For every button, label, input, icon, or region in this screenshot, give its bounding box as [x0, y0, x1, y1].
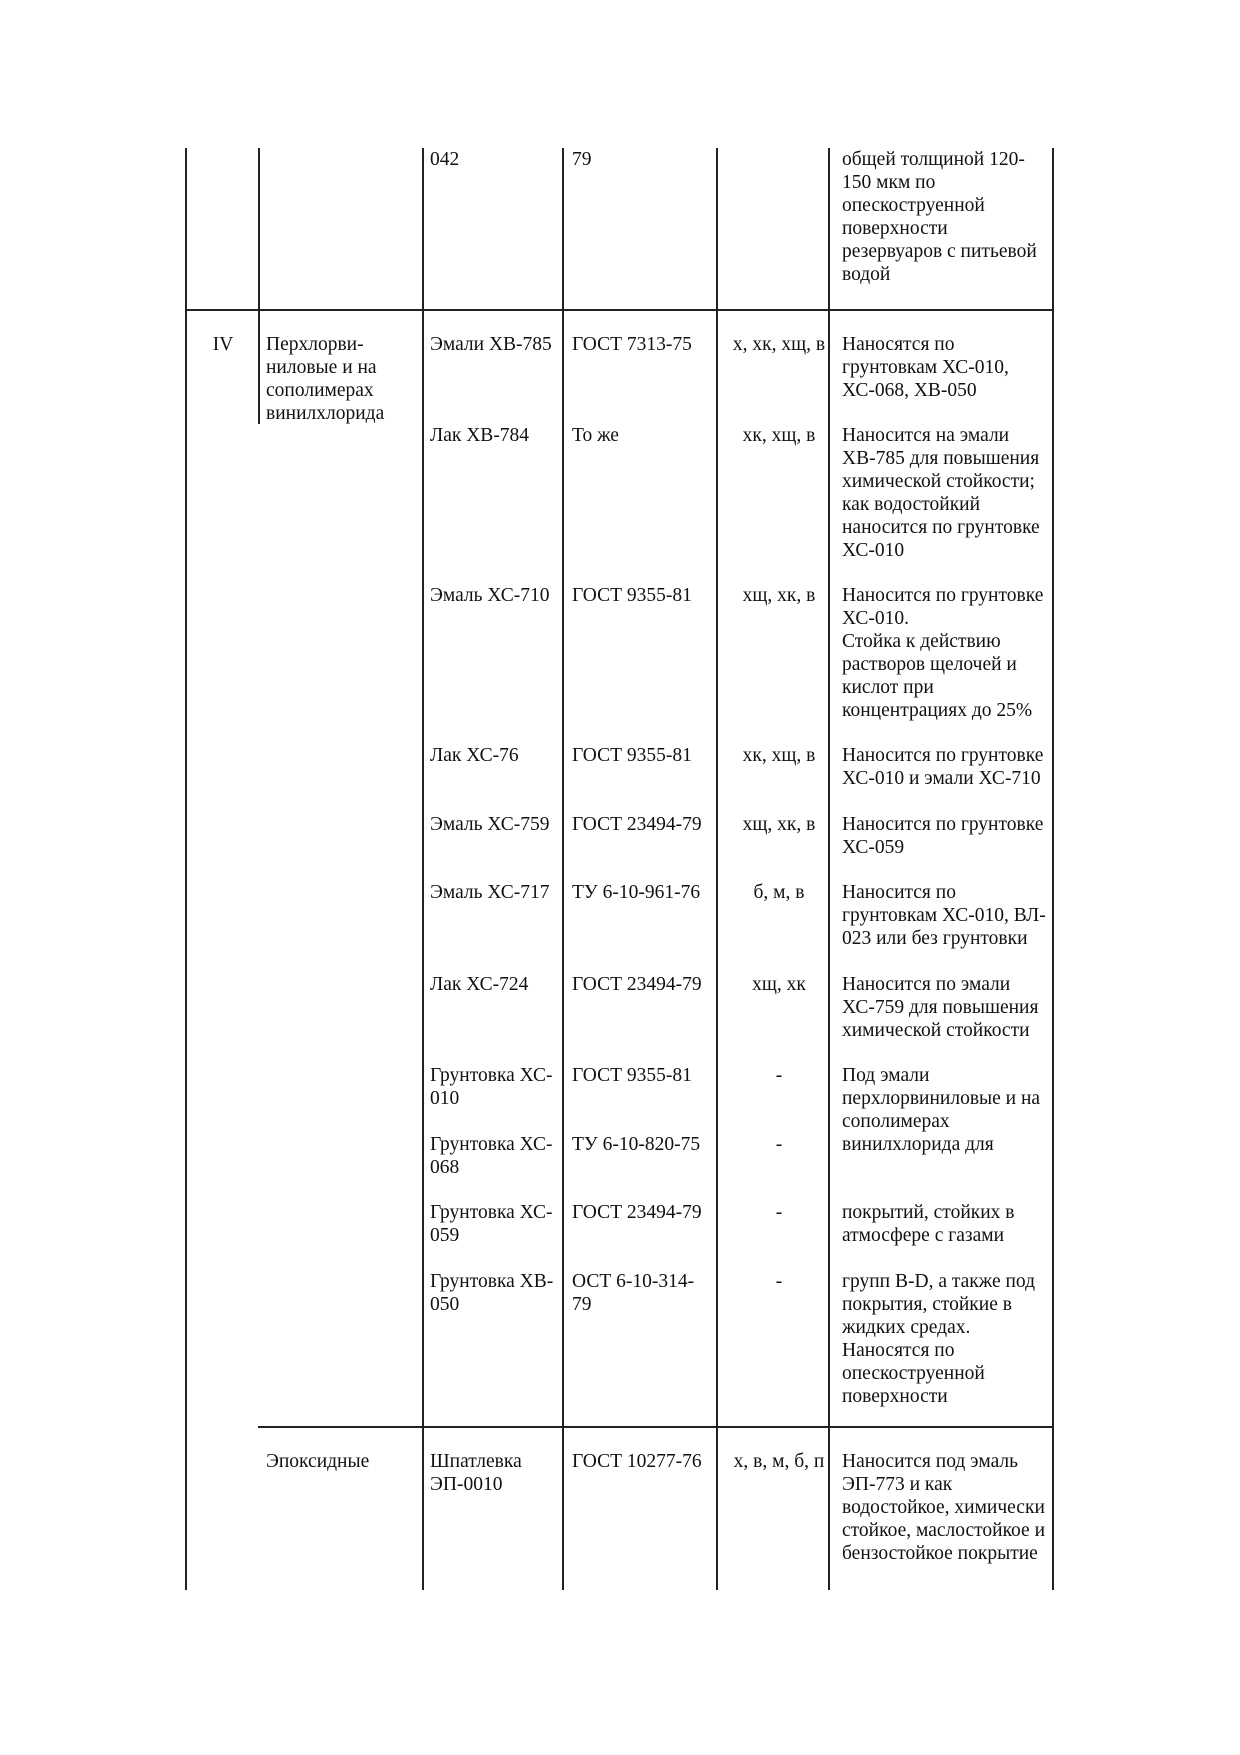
row-standard: ГОСТ 9355-81 — [572, 745, 692, 766]
column-divider-number — [258, 148, 260, 424]
row-material: Эмаль ХС-717 — [430, 882, 550, 903]
column-divider-material — [562, 148, 564, 1590]
row-note: Наносится по грунтовкам ХС-010, ВЛ- 023 или без грунтовки — [842, 882, 1046, 949]
row-classes: хщ, хк, в — [742, 814, 816, 835]
row-classes: х, хк, хщ, в — [732, 334, 826, 355]
row-note: Наносится по грунтовке ХС-059 — [842, 814, 1044, 858]
row-standard: ГОСТ 23494-79 — [572, 1202, 702, 1223]
row-classes: хщ, хк — [752, 974, 806, 995]
row-note: Под эмали перхлорвиниловые и на сополимерах — [842, 1065, 1041, 1132]
row-note: покрытий, стойких в атмосфере с газами — [842, 1202, 1015, 1246]
row-classes: б, м, в — [753, 882, 805, 903]
row-classes: - — [775, 1065, 783, 1086]
table-border-left — [185, 148, 187, 1590]
continued-note: общей толщиной 120- 150 мкм по опескоструенной поверхности резервуаров с питьевой водой — [842, 149, 1037, 285]
row-divider-epoxy — [258, 1426, 1054, 1428]
row-note: Наносится по грунтовке ХС-010. Стойка к действию растворов щелочей и кислот при концентрациях до 25% — [842, 585, 1044, 721]
epoxy-standard: ГОСТ 10277-76 — [572, 1451, 702, 1472]
row-material: Эмали ХВ-785 — [430, 334, 552, 355]
section-number: IV — [212, 334, 234, 355]
row-material: Лак ХС-76 — [430, 745, 519, 766]
row-material: Грунтовка ХС- 010 — [430, 1065, 553, 1109]
row-note: Наносятся по грунтовкам ХС-010, ХС-068, ХВ-050 — [842, 334, 1009, 401]
row-material: Лак ХС-724 — [430, 974, 529, 995]
row-material: Эмаль ХС-759 — [430, 814, 550, 835]
epoxy-group-name: Эпоксидные — [266, 1451, 370, 1472]
epoxy-note: Наносится под эмаль ЭП-773 и как водостойкое, химически стойкое, маслостойкое и бензостойкое покрытие — [842, 1451, 1046, 1564]
row-standard: ГОСТ 23494-79 — [572, 814, 702, 835]
row-classes: - — [775, 1271, 783, 1292]
row-note: групп B-D, а также под покрытия, стойкие в жидких средах. Наносятся по опескоструенной поверхности — [842, 1271, 1036, 1407]
continued-standard: 79 — [572, 149, 592, 170]
row-standard: ТУ 6-10-961-76 — [572, 882, 701, 903]
row-classes: хщ, хк, в — [742, 585, 816, 606]
section-group-name: Перхлорви- ниловые и на сополимерах винилхлорида — [266, 334, 385, 424]
row-standard: ГОСТ 23494-79 — [572, 974, 702, 995]
column-divider-group — [422, 148, 424, 1590]
row-standard: ГОСТ 7313-75 — [572, 334, 692, 355]
row-material: Грунтовка ХВ- 050 — [430, 1271, 554, 1315]
row-note: Наносится на эмали ХВ-785 для повышения химической стойкости; как водостойкий наносится по грунтовке ХС-010 — [842, 425, 1040, 561]
row-divider-continued — [185, 309, 1054, 311]
row-standard: ГОСТ 9355-81 — [572, 585, 692, 606]
row-note: винилхлорида для — [842, 1134, 994, 1155]
row-standard: ГОСТ 9355-81 — [572, 1065, 692, 1086]
column-divider-standard — [716, 148, 718, 1590]
row-material: Эмаль ХС-710 — [430, 585, 550, 606]
continued-material: 042 — [430, 149, 460, 170]
row-material: Грунтовка ХС- 068 — [430, 1134, 553, 1178]
epoxy-material: Шпатлевка ЭП-0010 — [430, 1451, 522, 1495]
row-standard: ОСТ 6-10-314- 79 — [572, 1271, 695, 1315]
epoxy-classes: х, в, м, б, п — [733, 1451, 825, 1472]
row-classes: - — [775, 1202, 783, 1223]
row-standard: ТУ 6-10-820-75 — [572, 1134, 701, 1155]
row-material: Лак ХВ-784 — [430, 425, 530, 446]
row-classes: - — [775, 1134, 783, 1155]
column-divider-class — [828, 148, 830, 1590]
row-classes: хк, хщ, в — [742, 745, 816, 766]
row-classes: хк, хщ, в — [742, 425, 816, 446]
row-note: Наносится по грунтовке ХС-010 и эмали ХС-710 — [842, 745, 1044, 789]
row-material: Грунтовка ХС- 059 — [430, 1202, 553, 1246]
row-note: Наносится по эмали ХС-759 для повышения химической стойкости — [842, 974, 1039, 1041]
row-standard: То же — [572, 425, 619, 446]
